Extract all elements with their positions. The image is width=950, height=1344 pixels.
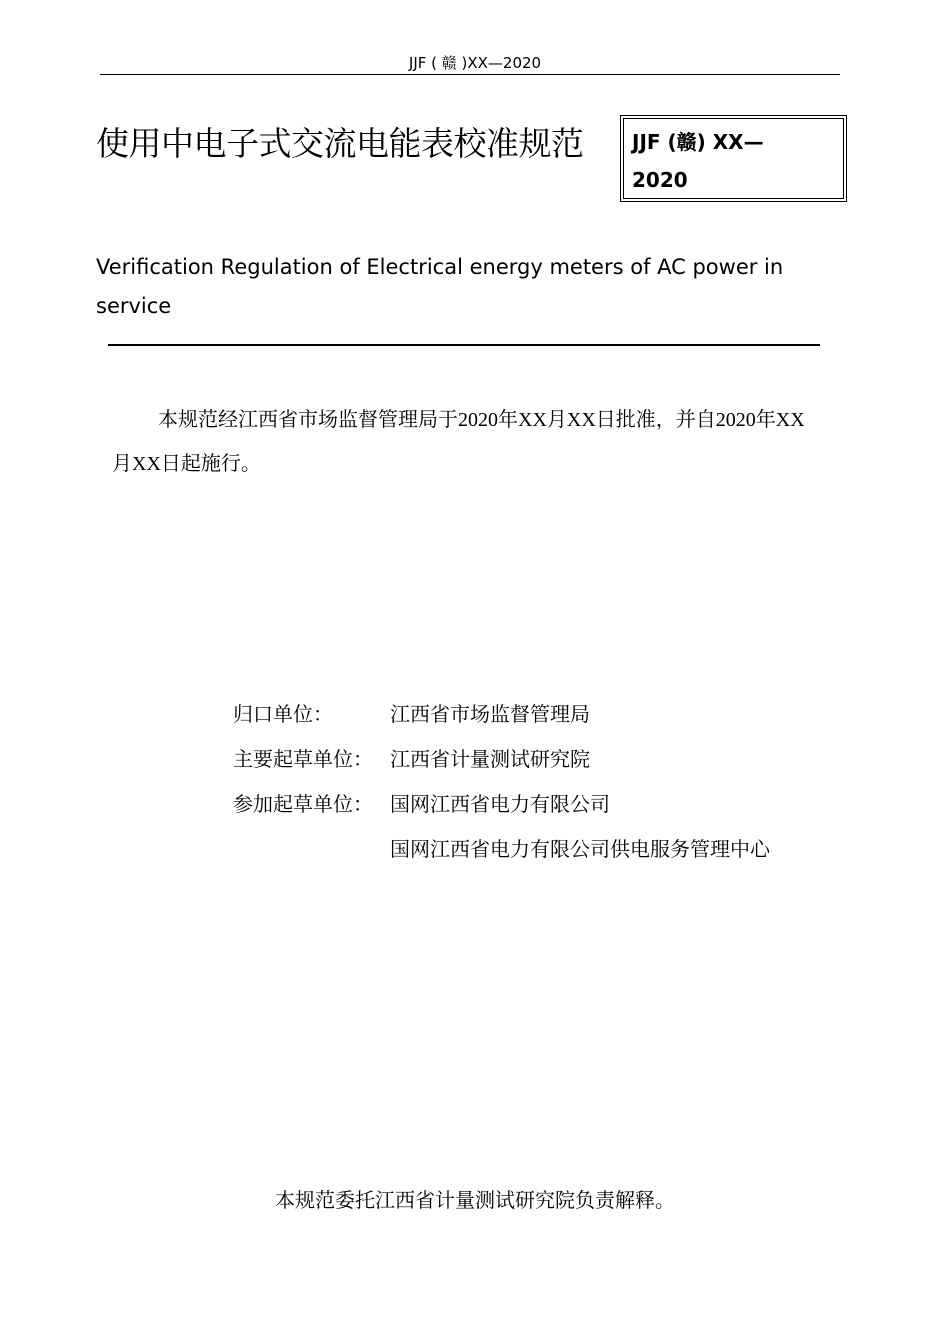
unit-row-participant xyxy=(233,784,770,829)
standard-code-line1: JJF (赣) XX— xyxy=(632,130,764,154)
unit-value: 国网江西省电力有限公司 xyxy=(390,792,610,816)
unit-value: 江西省市场监督管理局 xyxy=(390,702,590,726)
interpretation-note: 本规范委托江西省计量测试研究院负责解释。 xyxy=(275,1190,675,1212)
unit-value: 国网江西省电力有限公司供电服务管理中心 xyxy=(390,837,770,861)
title-divider xyxy=(108,344,820,346)
unit-label: 主要起草单位： xyxy=(233,747,373,771)
standard-code-line2: 2020 xyxy=(632,168,688,192)
running-header: JJF ( 赣 )XX—2020 xyxy=(408,54,542,72)
unit-row-main-drafter xyxy=(233,739,770,784)
unit-row-participant-2 xyxy=(233,829,770,874)
standard-code-box xyxy=(620,115,847,202)
unit-value: 江西省计量测试研究院 xyxy=(390,747,590,771)
header-divider xyxy=(100,74,840,75)
document-title-en: Verification Regulation of Electrical energy meters of AC power in service xyxy=(96,255,784,318)
standard-code-inner xyxy=(623,118,844,199)
document-title-cn: 使用中电子式交流电能表校准规范 xyxy=(96,124,584,163)
approval-statement: 本规范经江西省市场监督管理局于2020年XX月XX日批准，并自2020年XX月XX日起施行。 xyxy=(112,409,805,475)
unit-label xyxy=(233,829,390,874)
drafting-units xyxy=(233,694,770,874)
unit-label: 归口单位： xyxy=(233,702,333,726)
unit-row-responsible xyxy=(233,694,770,739)
unit-label: 参加起草单位： xyxy=(233,792,373,816)
